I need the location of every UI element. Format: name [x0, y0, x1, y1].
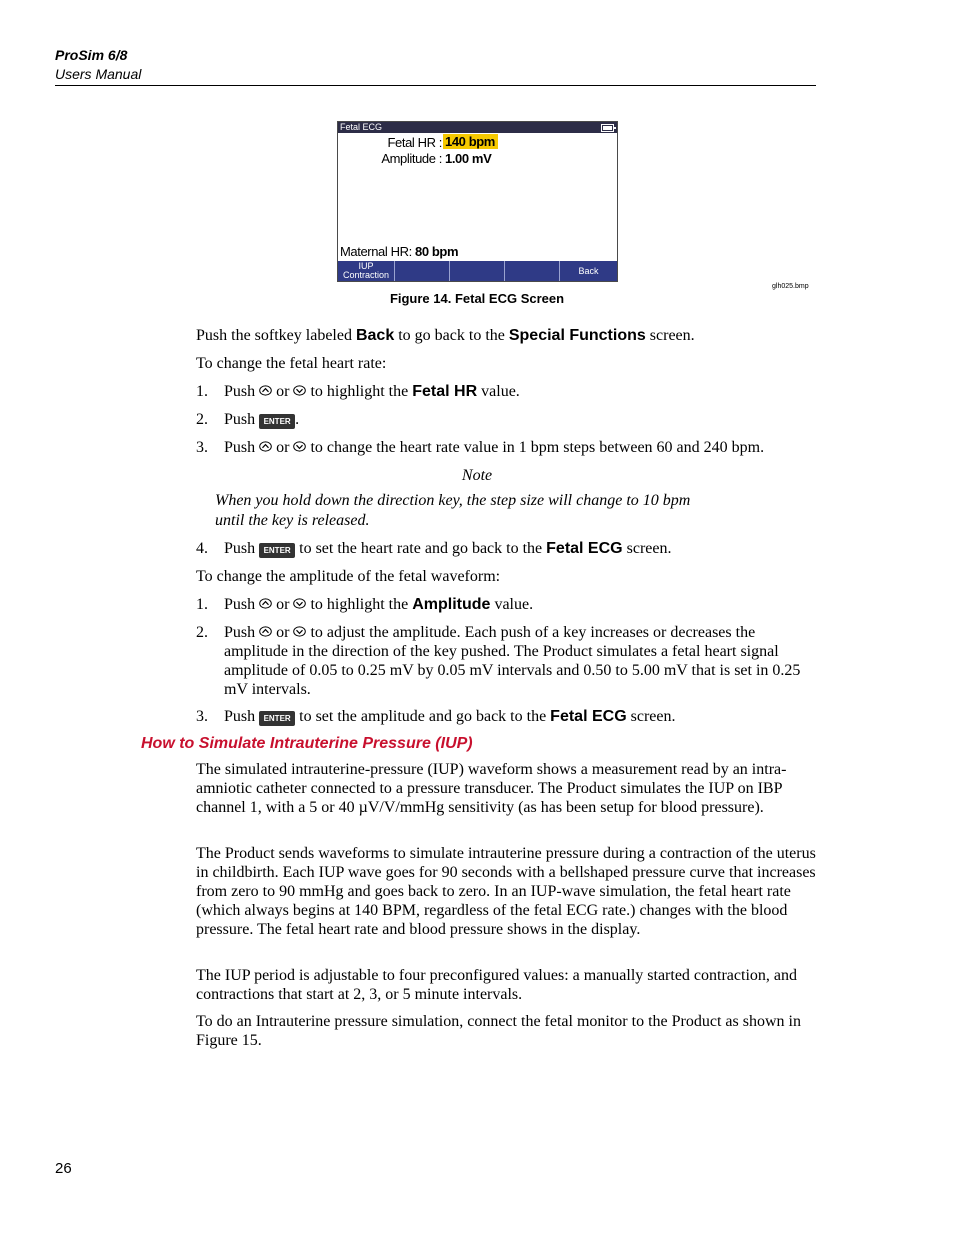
manual-title: ProSim 6/8 [55, 47, 128, 63]
up-arrow-key-icon [259, 441, 272, 452]
softkey-iup-line2: Contraction [342, 270, 390, 280]
amplitude-label: Amplitude : [381, 151, 442, 166]
down-arrow-key-icon [293, 385, 306, 396]
keyword-fetal-ecg: Fetal ECG [546, 540, 623, 557]
section-paragraph-3: The IUP period is adjustable to four preconfigured values: a manually started contraction, and contractions that start at 2, 3, or 5 minute intervals. [196, 967, 797, 1003]
keyword-fetal-ecg: Fetal ECG [550, 708, 627, 725]
maternal-hr-row [340, 244, 458, 259]
fetal-ecg-screen [337, 121, 618, 282]
softkey-2[interactable] [395, 261, 450, 281]
down-arrow-key-icon [293, 598, 306, 609]
enter-key-icon: ENTER [259, 711, 295, 726]
up-arrow-key-icon [259, 598, 272, 609]
paragraph-back: Push the softkey labeled Back to go back to the Special Functions screen. [196, 327, 695, 344]
keyword-special-functions: Special Functions [508, 327, 646, 344]
down-arrow-key-icon [293, 441, 306, 452]
fetal-hr-value[interactable]: 140 bpm [443, 134, 498, 149]
keyword-fetal-hr: Fetal HR [412, 383, 478, 400]
battery-icon [601, 124, 614, 132]
header-rule [55, 85, 816, 86]
figure-caption: Figure 14. Fetal ECG Screen [389, 291, 565, 306]
softkey-3[interactable] [450, 261, 505, 281]
page-number: 26 [55, 1160, 72, 1177]
section-paragraph-1: The simulated intrauterine-pressure (IUP) waveform shows a measurement read by an intra-amniotic catheter connected to a pressure transducer. The Product simulates the IUP on IBP channel 1, with a 5 or 40 µV/V/mmHg sensitivity (as has been setup for blood pressure). [196, 761, 787, 816]
down-arrow-key-icon [293, 626, 306, 637]
enter-key-icon: ENTER [259, 543, 295, 558]
paragraph-change-hr: To change the fetal heart rate: [196, 355, 387, 372]
fetal-hr-label: Fetal HR : [387, 135, 442, 150]
softkey-bar [338, 261, 617, 281]
section-paragraph-2: The Product sends waveforms to simulate intrauterine pressure during a contraction of the uterus in childbirth. Each IUP wave goes for 90 seconds with a bellshaped pressure curve that increases from zero to 90 mmHg and goes back to zero. In an IUP-wave simulation, the fetal heart rate (which always begins at 140 BPM, regardless of the fetal ECG rate.) changes with the blood pressure. The fetal heart rate and blood pressure shows in the display. [196, 845, 816, 938]
note-body: When you hold down the direction key, the step size will change to 10 bpm until the key is released. [215, 492, 691, 529]
screen-title-bar [338, 122, 617, 133]
softkey-iup-contraction[interactable] [338, 261, 395, 282]
figure-filename: glh025.bmp [772, 283, 809, 290]
enter-key-icon: ENTER [259, 414, 295, 429]
up-arrow-key-icon [259, 626, 272, 637]
maternal-hr-label: Maternal HR: [340, 244, 412, 259]
softkey-iup-line1: IUP [358, 261, 374, 271]
paragraph-change-amplitude: To change the amplitude of the fetal waveform: [196, 568, 501, 585]
amplitude-value[interactable]: 1.00 mV [445, 151, 492, 166]
softkey-back[interactable]: Back [578, 266, 599, 276]
section-paragraph-4: To do an Intrauterine pressure simulation, connect the fetal monitor to the Product as shown in Figure 15. [196, 1013, 801, 1049]
note-heading: Note [461, 467, 493, 484]
manual-subtitle: Users Manual [55, 66, 142, 82]
up-arrow-key-icon [259, 385, 272, 396]
maternal-hr-value: 80 bpm [415, 244, 459, 259]
keyword-back: Back [355, 327, 395, 344]
screen-title: Fetal ECG [340, 122, 383, 132]
keyword-amplitude: Amplitude [412, 596, 491, 613]
section-heading: How to Simulate Intrauterine Pressure (IUP) [141, 735, 473, 752]
softkey-4[interactable] [505, 261, 560, 281]
